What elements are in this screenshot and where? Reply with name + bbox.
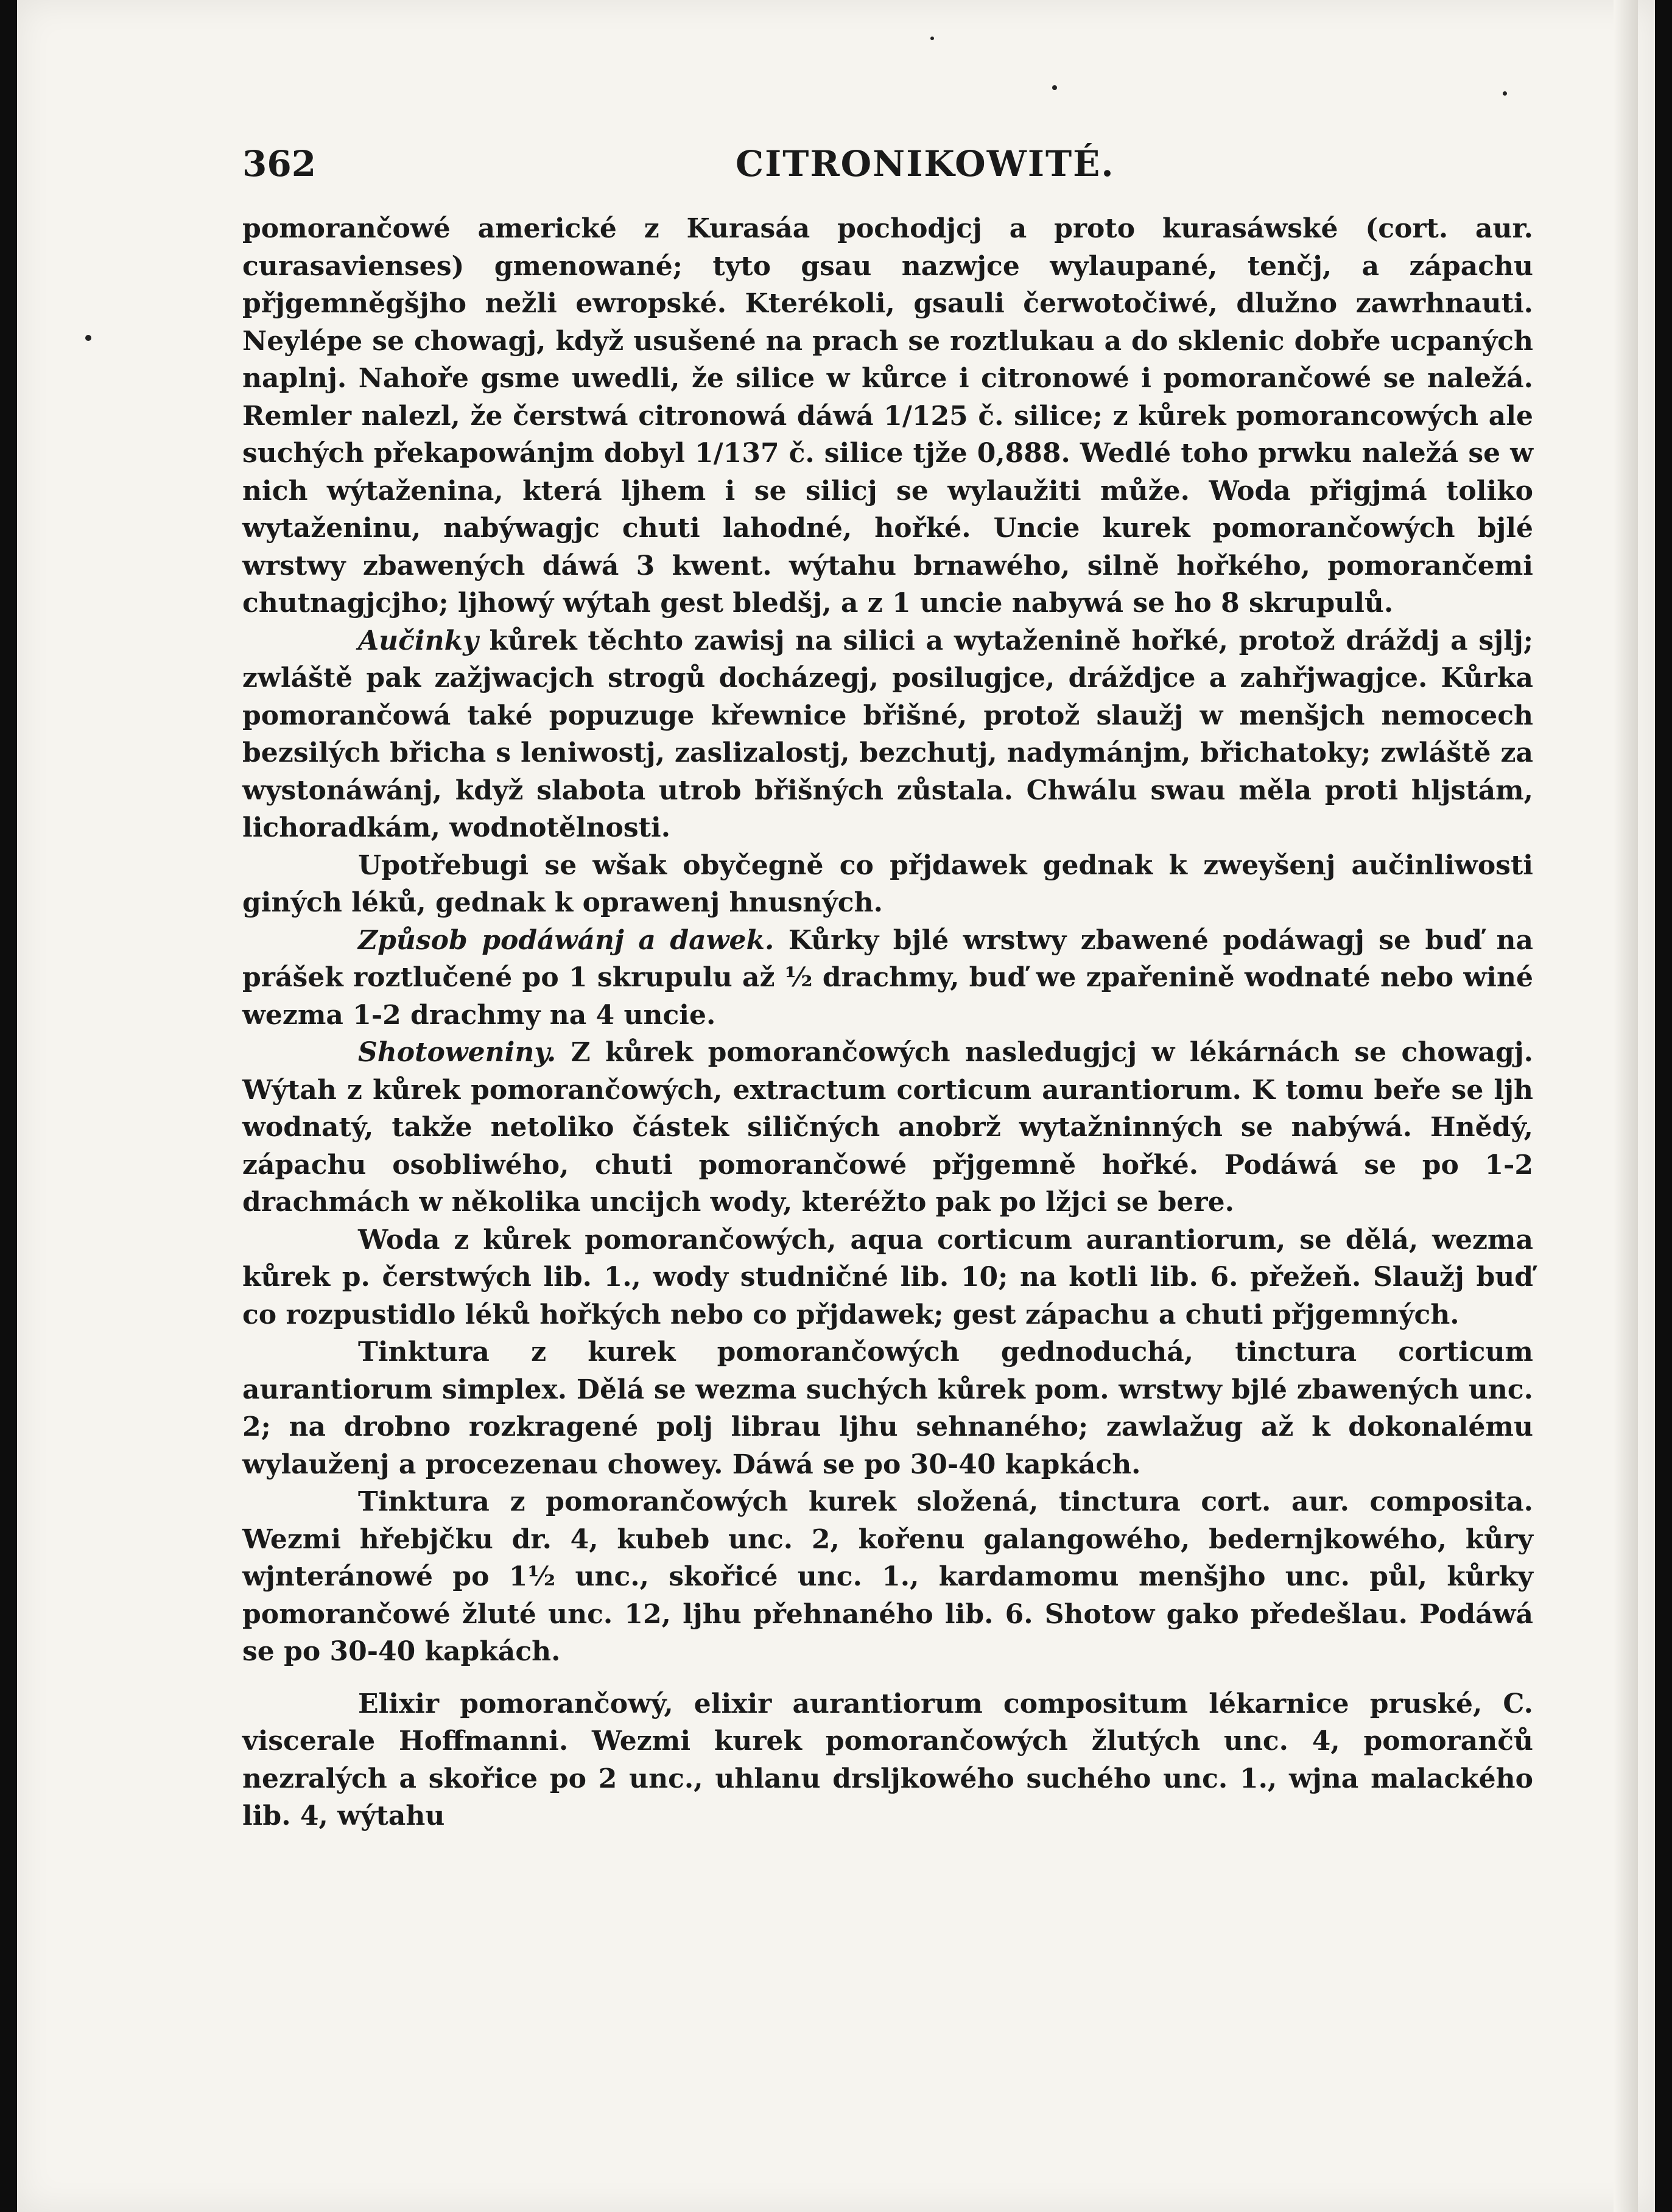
paragraph-lead: Shotoweniny. xyxy=(358,1037,557,1068)
paragraph-text: kůrek těchto zawisj na silici a wytaženině hořké, protož dráždj a sjlj; zwláště pak zažjwacjch strogů docházegj, posilugjce, dráždjce a zahřjwagjce. Kůrka pomorančowá také popuzuge křewnice břišné, protož slaužj w menšjch nemocech bezsilých břicha s leniwostj, zaslizalostj, bezchutj, nadymánjm, břichatoky; zwláště za wystonáwánj, když slabota utrob břišných zůstala. Chwálu swau měla proti hljstám, lichoradkám, wodnotělnosti. xyxy=(242,625,1533,843)
paragraph-text: pomorančowé americké z Kurasáa pochodjcj a proto kurasáwské (cort. aur. curasavienses) gmenowané; tyto gsau nazwjce wylaupané, tenčj, a zápachu přjgemněgšjho nežli ewropské. Kterékoli, gsauli čerwotočiwé, dlužno zawrhnauti. Neylépe se chowagj, když usušené na prach se roztlukau a do sklenic dobře ucpaných naplnj. Nahoře gsme uwedli, že silice w kůrce i citronowé i pomorančowé se naležá. Remler nalezl, že čerstwá citronowá dáwá 1/125 č. silice; z kůrek pomorancowých ale suchých překapowánjm dobyl 1/137 č. silice tjže 0,888. Wedlé toho prwku naležá se w nich wýtaženina, která ljhem i se silicj se wylaužiti může. Woda přigjmá toliko wytaženinu, nabýwagjc chuti lahodné, hořké. Uncie kurek pomorančowých bjlé wrstwy zbawených dáwá 3 kwent. wýtahu brnawého, silně hořkého, pomorančemi chutnagjcjho; ljhowý wýtah gest bledšj, a z 1 uncie nabywá se ho 8 skrupulů. xyxy=(242,213,1533,619)
paragraph xyxy=(242,1221,1533,1334)
scan-speck xyxy=(1052,85,1057,90)
paragraph xyxy=(242,1333,1533,1483)
paragraph-lead: Způsob podáwánj a dawek. xyxy=(358,924,775,956)
paragraph-text: Woda z kůrek pomorančowých, aqua corticum aurantiorum, se dělá, wezma kůrek p. čerstwých lib. 1., wody studničné lib. 10; na kotli lib. 6. přežeň. Slaužj buď co rozpustidlo léků hořkých nebo co přjdawek; gest zápachu a chuti přjgemných. xyxy=(242,1224,1533,1330)
page xyxy=(17,0,1655,2212)
page-header xyxy=(242,143,1344,198)
paragraph-text: Z kůrek pomorančowých nasledugjcj w lékárnách se chowagj. Wýtah z kůrek pomorančowých, extractum corticum aurantiorum. K tomu beře se ljh wodnatý, takže netoliko částek siličných anobrž wytažninných se nabýwá. Hnědý, zápachu osobliwého, chuti pomorančowé přjgemně hořké. Podáwá se po 1-2 drachmách w několika uncijch wody, kteréžto pak po lžjci se bere. xyxy=(242,1037,1533,1218)
paragraph-text: Tinktura z kurek pomorančowých gednoduchá, tinctura corticum aurantiorum simplex. Dělá se wezma suchých kůrek pom. wrstwy bjlé zbawených unc. 2; na drobno rozkragené polj librau ljhu sehnaného; zawlažug až k dokonalému wylauženj a procezenau chowey. Dáwá se po 30-40 kapkách. xyxy=(242,1336,1533,1480)
running-head: CITRONIKOWITÉ. xyxy=(736,143,1115,184)
page-edge-shadow xyxy=(1614,0,1638,2212)
scan-speck xyxy=(85,335,91,341)
paragraph xyxy=(242,1685,1533,1835)
body-text xyxy=(242,210,1533,1835)
paragraph-text: Elixir pomorančowý, elixir aurantiorum compositum lékarnice pruské, C. viscerale Hoffmanni. Wezmi kurek pomorančowých žlutých unc. 4, pomorančů nezralých a skořice po 2 unc., uhlanu drsljkowého suchého unc. 1., wjna malackého lib. 4, wýtahu xyxy=(242,1688,1533,1831)
paragraph xyxy=(242,622,1533,847)
paragraph xyxy=(242,1483,1533,1671)
paragraph xyxy=(242,847,1533,922)
paragraph-lead: Aučinky xyxy=(358,625,479,656)
paragraph-text: Tinktura z pomorančowých kurek složená, tinctura cort. aur. composita. Wezmi hřebjčku dr. 4, kubeb unc. 2, kořenu galangowého, bedernjkowého, kůry wjnteránowé po 1½ unc., skořicé unc. 1., kardamomu menšjho unc. půl, kůrky pomorančowé žluté unc. 12, ljhu přehnaného lib. 6. Shotow gako předešlau. Podáwá se po 30-40 kapkách. xyxy=(242,1486,1533,1667)
paragraph-text: Kůrky bjlé wrstwy zbawené podáwagj se buď na prášek roztlučené po 1 skrupulu až ½ drachmy, buď we zpařenině wodnaté nebo winé wezma 1-2 drachmy na 4 uncie. xyxy=(242,924,1533,1031)
paragraph xyxy=(242,922,1533,1034)
scan-speck xyxy=(1503,91,1507,96)
page-number: 362 xyxy=(242,143,317,184)
paragraph-text: Upotřebugi se wšak obyčegně co přjdawek gednak k zweyšenj aučinliwosti giných léků, gednak k oprawenj hnusných. xyxy=(242,849,1533,918)
paragraph xyxy=(242,1034,1533,1221)
paragraph xyxy=(242,210,1533,622)
scan-speck xyxy=(930,37,934,40)
